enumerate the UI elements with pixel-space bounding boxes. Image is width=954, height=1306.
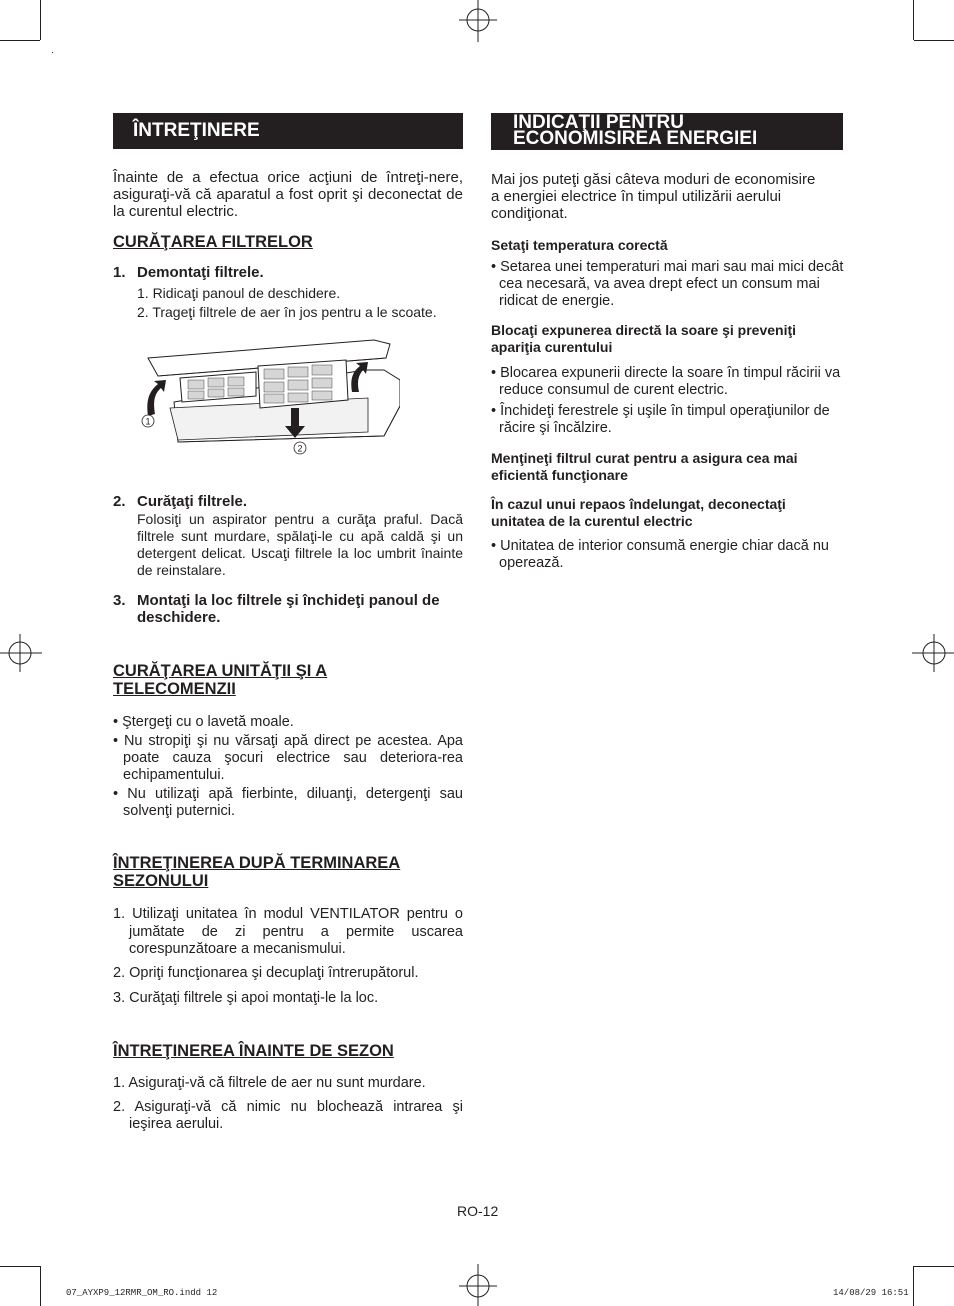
before-season-list bbox=[113, 1075, 463, 1134]
energy-saving-title bbox=[491, 113, 843, 150]
after-season-heading: ÎNTREŢINEREA DUPĂ TERMINAREA SEZONULUI bbox=[113, 854, 401, 890]
figure-label-1: 1 bbox=[145, 416, 151, 427]
tip-filter-heading: Menţineţi filtrul curat pentru a asigura cea mai eficientă funcţionare bbox=[491, 450, 798, 483]
list-item: 2. Opriţi funcţionarea şi decuplaţi întrerupătorul. bbox=[113, 964, 419, 981]
list-item: • Blocarea expunerii directe la soare în timpul răcirii va reduce consumul de curent electric. bbox=[491, 365, 841, 398]
list-item: • Nu stropiţi şi nu vărsaţi apă direct pe acestea. Apa poate cauza şocuri electrice sau deteriora-rea echipamentului. bbox=[113, 733, 463, 783]
list-item: 1. Utilizaţi unitatea în modul VENTILATOR pentru o jumătate de zi pentru a permite uscarea corespunzătoare a mecanismului. bbox=[113, 906, 463, 957]
registration-mark-left bbox=[0, 630, 42, 676]
list-item: • Nu utilizaţi apă fierbinte, diluanţi, detergenţi sau solvenţi puternici. bbox=[113, 786, 463, 819]
list-item: 1. Asiguraţi-vă că filtrele de aer nu sunt murdare. bbox=[113, 1075, 426, 1091]
registration-mark-bottom bbox=[455, 1264, 501, 1306]
registration-mark-right bbox=[912, 630, 954, 676]
filters-step-3: 3. Montaţi la loc filtrele şi închideţi panoul de deschidere. bbox=[113, 592, 440, 626]
list-item: 2. Asiguraţi-vă că nimic nu blochează intrarea şi ieşirea aerului. bbox=[113, 1098, 463, 1132]
after-season-list bbox=[113, 906, 463, 1008]
registration-mark-top bbox=[455, 0, 501, 42]
filters-step-2-text: Folosiţi un aspirator pentru a curăţa praful. Dacă filtrele sunt murdare, spălaţi-le cu apă caldă şi un detergent delicat. Uscaţi filtrele la loc umbrit înainte de reinstalare. bbox=[137, 511, 463, 578]
filters-step-2: 2. Curăţaţi filtrele. bbox=[113, 493, 248, 510]
energy-saving-title-line-1: INDICAŢII PENTRU bbox=[513, 112, 684, 133]
unit-cleaning-list bbox=[113, 714, 463, 820]
filters-heading: CURĂŢAREA FILTRELOR bbox=[113, 233, 313, 251]
list-item: • Ştergeţi cu o lavetă moale. bbox=[113, 714, 294, 730]
figure-label-2: 2 bbox=[297, 443, 303, 454]
footer-timestamp: 14/08/29 16:51 bbox=[833, 1288, 909, 1298]
filters-step-1-sub-1: 1. Ridicaţi panoul de deschidere. bbox=[137, 285, 341, 301]
tip-temperature-heading: Setaţi temperatura corectă bbox=[491, 237, 668, 253]
footer-file-name: 07_AYXP9_12RMR_OM_RO.indd 12 bbox=[66, 1288, 218, 1298]
filter-removal-figure bbox=[138, 336, 400, 458]
unit-cleaning-heading: CURĂŢAREA UNITĂŢII ŞI A TELECOMENZII bbox=[113, 662, 328, 698]
tip-sun-heading: Blocaţi expunerea directă la soare şi preveniţi apariţia curentului bbox=[491, 322, 797, 355]
maintenance-intro: Înainte de a efectua orice acţiuni de întreţi-nere, asiguraţi-vă că aparatul a fost oprit şi deconectat de la curentul electric. bbox=[113, 169, 463, 220]
list-item: • Unitatea de interior consumă energie chiar dacă nu operează. bbox=[491, 538, 829, 571]
page-number: RO-12 bbox=[457, 1203, 499, 1219]
filters-step-1: 1. Demontaţi filtrele. bbox=[113, 264, 264, 281]
energy-saving-title-line-2: ECONOMISIREA ENERGIEI bbox=[513, 128, 758, 149]
before-season-heading: ÎNTREŢINEREA ÎNAINTE DE SEZON bbox=[113, 1042, 394, 1060]
maintenance-title: ÎNTREŢINERE bbox=[113, 113, 463, 149]
filters-step-1-sub-2: 2. Trageţi filtrele de aer în jos pentru a le scoate. bbox=[137, 304, 437, 320]
energy-saving-intro: Mai jos puteţi găsi câteva moduri de economisire a energiei electrice în timpul utilizării aerului condiţionat. bbox=[491, 171, 816, 222]
tip-unplug-heading: În cazul unui repaos îndelungat, deconectaţi unitatea de la curentul electric bbox=[491, 496, 786, 529]
list-item: 3. Curăţaţi filtrele şi apoi montaţi-le la loc. bbox=[113, 990, 379, 1006]
list-item: • Setarea unei temperaturi mai mari sau mai mici decât cea necesară, va avea drept efect un consum mai ridicat de energie. bbox=[491, 259, 844, 309]
list-item: • Închideţi ferestrele şi uşile în timpul operaţiunilor de răcire şi încălzire. bbox=[491, 403, 830, 436]
